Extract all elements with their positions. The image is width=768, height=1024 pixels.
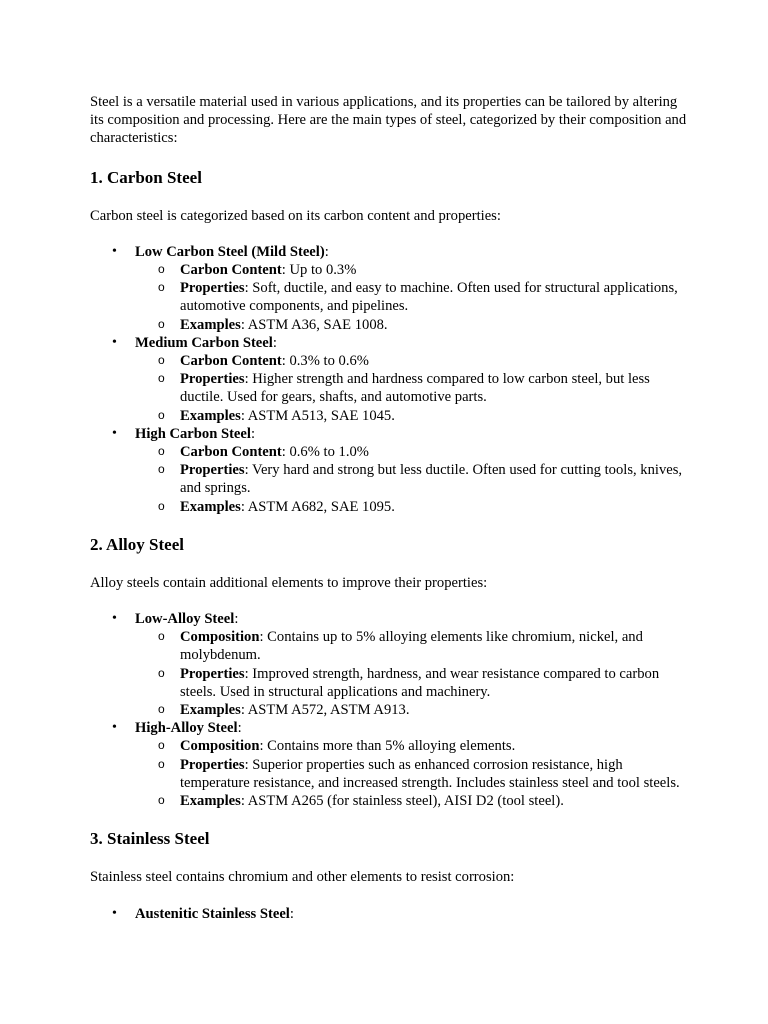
circle-bullet-icon: o xyxy=(158,665,165,680)
property-label: Properties xyxy=(180,280,245,297)
circle-bullet-icon: o xyxy=(158,702,165,717)
section xyxy=(90,828,690,922)
property-item xyxy=(135,316,690,334)
property-label: Properties xyxy=(180,462,245,479)
circle-bullet-icon: o xyxy=(158,462,165,477)
property-list xyxy=(135,628,690,719)
property-item xyxy=(135,628,690,664)
steel-type-name: Low Carbon Steel (Mild Steel) xyxy=(135,243,325,260)
property-text: : Soft, ductile, and easy to machine. Often used for structural applications, automotive components, and pipelines. xyxy=(180,280,678,315)
property-label: Properties xyxy=(180,756,245,773)
circle-bullet-icon: o xyxy=(158,280,165,295)
steel-type-list xyxy=(90,610,690,810)
section-lead: Alloy steels contain additional elements to improve their properties: xyxy=(90,574,488,591)
property-text: : 0.3% to 0.6% xyxy=(281,353,369,370)
circle-bullet-icon: o xyxy=(158,738,165,753)
property-text: : 0.6% to 1.0% xyxy=(281,444,369,461)
property-label: Composition xyxy=(180,629,260,646)
property-item xyxy=(135,756,690,792)
steel-type-name: Austenitic Stainless Steel xyxy=(135,905,290,922)
property-label: Carbon Content xyxy=(180,353,282,370)
circle-bullet-icon: o xyxy=(158,793,165,808)
property-item xyxy=(135,737,690,755)
steel-type-item: • Austenitic Stainless Steel: xyxy=(112,905,294,922)
property-text: : ASTM A572, ASTM A913. xyxy=(240,702,410,719)
property-text: : Contains more than 5% alloying elements. xyxy=(259,738,516,755)
section-heading: 3. Stainless Steel xyxy=(90,829,210,849)
property-item xyxy=(135,407,690,425)
bullet-icon: • xyxy=(112,425,117,441)
property-label: Properties xyxy=(180,371,245,388)
section-lead: Carbon steel is categorized based on its carbon content and properties: xyxy=(90,207,501,224)
steel-type-name: Low-Alloy Steel xyxy=(135,611,235,628)
property-item xyxy=(135,443,690,461)
section-heading: 1. Carbon Steel xyxy=(90,167,202,187)
property-text: : ASTM A265 (for stainless steel), AISI D2 (tool steel). xyxy=(240,793,564,810)
steel-type-list xyxy=(90,243,690,516)
property-item xyxy=(135,498,690,516)
property-item xyxy=(135,461,690,497)
property-text: : Contains up to 5% alloying elements like chromium, nickel, and molybdenum. xyxy=(180,629,643,664)
property-text: : ASTM A682, SAE 1095. xyxy=(240,498,395,515)
bullet-icon: • xyxy=(112,720,117,736)
bullet-icon: • xyxy=(112,334,117,350)
circle-bullet-icon: o xyxy=(158,756,165,771)
section xyxy=(90,534,690,810)
steel-type-item: • High-Alloy Steel: o Composition: Contains more than 5% alloying elements. o Properties: Superior properties such as enhanced corrosion resistance, high temperature resistance, and increased strength. Includes stainless steel and tool steels. o Examples: ASTM A265 (for stainless steel), AISI D2 (tool steel). xyxy=(90,719,690,810)
property-label: Examples xyxy=(180,498,241,515)
property-item xyxy=(135,792,690,810)
circle-bullet-icon: o xyxy=(158,353,165,368)
intro-paragraph: Steel is a versatile material used in various applications, and its properties can be tailored by altering its composition and processing. Here are the main types of steel, categorized by their composition and characteristics: xyxy=(90,94,687,147)
property-item xyxy=(135,261,690,279)
property-text: : Superior properties such as enhanced corrosion resistance, high temperature resistance, and increased strength. Includes stainless steel and tool steels. xyxy=(180,756,680,791)
property-text: : Up to 0.3% xyxy=(281,262,357,279)
property-label: Examples xyxy=(180,793,241,810)
property-label: Examples xyxy=(180,316,241,333)
section-lead: Stainless steel contains chromium and other elements to resist corrosion: xyxy=(90,869,515,886)
circle-bullet-icon: o xyxy=(158,629,165,644)
circle-bullet-icon: o xyxy=(158,444,165,459)
steel-type-name: High-Alloy Steel xyxy=(135,720,238,737)
property-list xyxy=(135,261,690,334)
property-item xyxy=(135,370,690,406)
circle-bullet-icon: o xyxy=(158,316,165,331)
property-label: Carbon Content xyxy=(180,262,282,279)
bullet-icon: • xyxy=(112,905,117,921)
circle-bullet-icon: o xyxy=(158,371,165,386)
property-list xyxy=(135,352,690,425)
property-item xyxy=(135,279,690,315)
property-item xyxy=(135,352,690,370)
property-label: Examples xyxy=(180,702,241,719)
document-body xyxy=(90,93,690,941)
property-item xyxy=(135,701,690,719)
circle-bullet-icon: o xyxy=(158,262,165,277)
section-heading: 2. Alloy Steel xyxy=(90,534,184,554)
section xyxy=(90,167,690,516)
steel-type-item: • Medium Carbon Steel: o Carbon Content: 0.3% to 0.6% o Properties: Higher strength and hardness compared to low carbon steel, but less ductile. Used for gears, shafts, and automotive parts. o Examples: ASTM A513, SAE 1045. xyxy=(90,334,690,425)
steel-type-item: • Low-Alloy Steel: o Composition: Contains up to 5% alloying elements like chromium, nickel, and molybdenum. o Properties: Improved strength, hardness, and wear resistance compared to carbon steels. Used in structural applications and machinery. o Examples: ASTM A572, ASTM A913. xyxy=(90,610,690,719)
property-text: : ASTM A36, SAE 1008. xyxy=(240,316,388,333)
property-text: : Very hard and strong but less ductile. Often used for cutting tools, knives, and springs. xyxy=(180,462,683,497)
steel-type-item: • High Carbon Steel: o Carbon Content: 0.6% to 1.0% o Properties: Very hard and strong but less ductile. Often used for cutting tools, knives, and springs. o Examples: ASTM A682, SAE 1095. xyxy=(90,425,690,516)
property-text: : Improved strength, hardness, and wear resistance compared to carbon steels. Used in structural applications and machinery. xyxy=(180,665,660,700)
property-text: : Higher strength and hardness compared to low carbon steel, but less ductile. Used for gears, shafts, and automotive parts. xyxy=(180,371,650,406)
circle-bullet-icon: o xyxy=(158,498,165,513)
steel-type-name: High Carbon Steel xyxy=(135,425,251,442)
steel-type-list xyxy=(90,905,690,923)
steel-type-name: Medium Carbon Steel xyxy=(135,334,273,351)
property-label: Properties xyxy=(180,665,245,682)
property-label: Examples xyxy=(180,407,241,424)
bullet-icon: • xyxy=(112,243,117,259)
property-item xyxy=(135,665,690,701)
property-list xyxy=(135,737,690,810)
property-text: : ASTM A513, SAE 1045. xyxy=(240,407,395,424)
steel-type-item: • Low Carbon Steel (Mild Steel): o Carbon Content: Up to 0.3% o Properties: Soft, ductile, and easy to machine. Often used for structural applications, automotive components, and pipelines. o Examples: ASTM A36, SAE 1008. xyxy=(90,243,690,334)
bullet-icon: • xyxy=(112,611,117,627)
property-label: Composition xyxy=(180,738,260,755)
sections-container xyxy=(90,167,690,923)
property-list xyxy=(135,443,690,516)
circle-bullet-icon: o xyxy=(158,407,165,422)
property-label: Carbon Content xyxy=(180,444,282,461)
